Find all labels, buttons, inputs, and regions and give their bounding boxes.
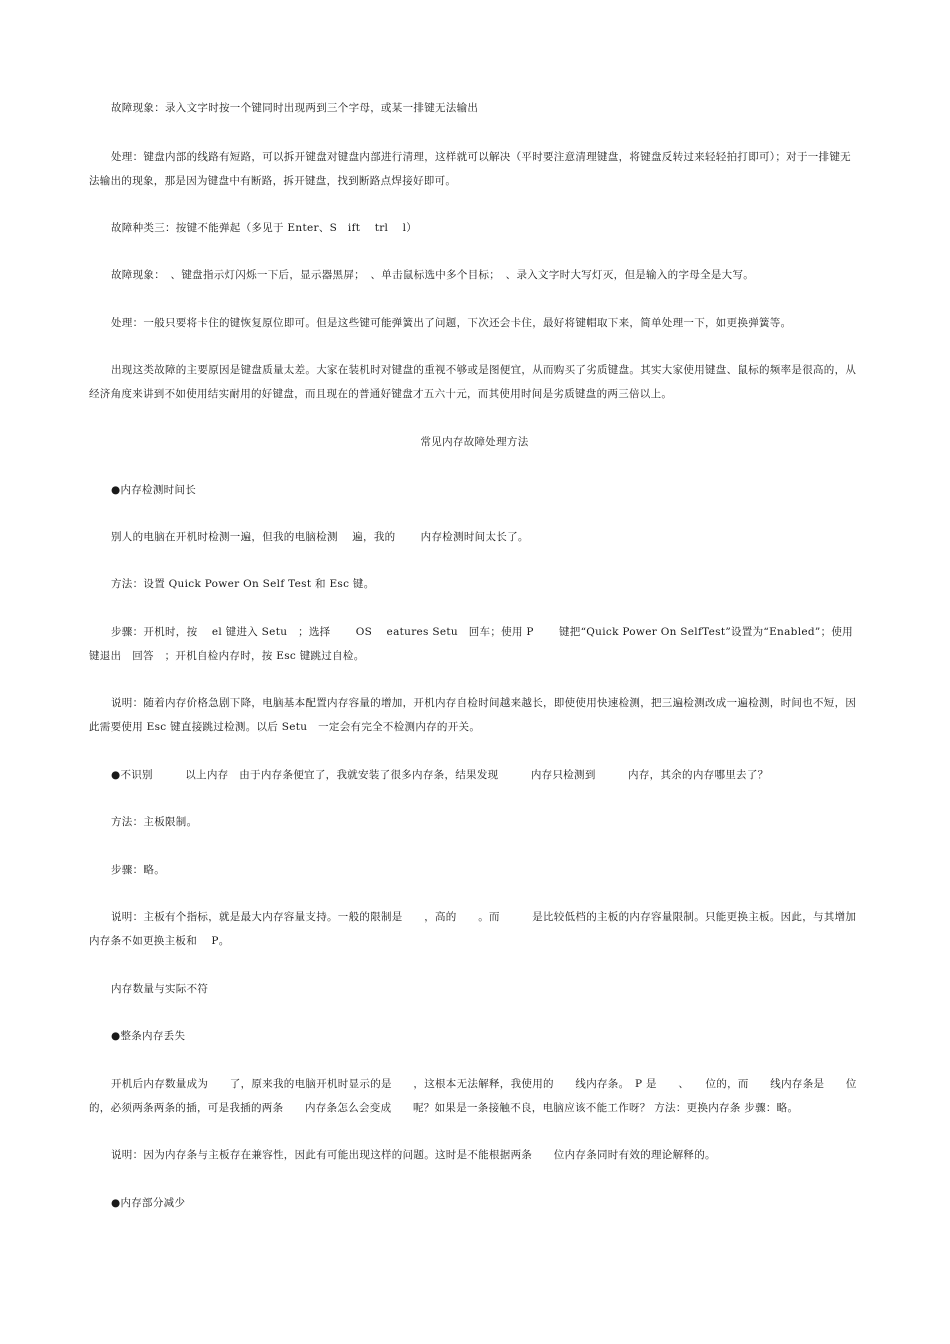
paragraph-steps-2: 步骤：略。 [111,864,165,876]
paragraph-memory-check-desc: 别人的电脑在开机时检测一遍，但我的电脑检测 遍，我的 内存检测时间太长了。 [111,531,529,543]
section-title-memory: 常见内存故障处理方法 [420,436,529,448]
heading-memory-mismatch: 内存数量与实际不符 [111,983,209,995]
paragraph-note-2: 说明：主板有个指标，就是最大内存容量支持。一般的限制是 ，高的 。而 是比较低档的主板的内存容量限制。只能更换主板。因此，与其增加内存条不如更换主板和 P。 [89,911,857,947]
paragraph-note-3: 说明：因为内存条与主板存在兼容性，因此有可能出现这样的问题。这时是不能根据两条 位内存条同时有效的理论解释的。 [111,1149,716,1161]
paragraph-note-1: 说明：随着内存价格急剧下降，电脑基本配置内存容量的增加，开机内存自检时间越来越长，即使使用快速检测，把三遍检测改成一遍检测，时间也不短，因此需要使用 Esc 键直接跳过检测。以后 Setu 一定会有完全不检测内存的开关。 [89,697,857,733]
paragraph-stick-lost-desc: 开机后内存数量成为 了，原来我的电脑开机时显示的是 ，这根本无法解释，我使用的 线内存条。 P 是 、 位的，而 线内存条是 位的，必须两条两条的插，可是我插的两条 内存条怎么会变成 呢？如果是一条接触不良，电脑应该不能工作呀？ 方法：更换内存条 步骤：略。 [89,1078,857,1114]
paragraph-method-1: 方法：设置 Quick Power On Self Test 和 Esc 键。 [111,578,375,590]
paragraph-method-2: 方法：主板限制。 [111,816,198,828]
bullet-memory-not-recognized: ●不识别 以上内存 由于内存条便宜了，我就安装了很多内存条，结果发现 内存只检测到 内存，其余的内存哪里去了？ [111,769,769,781]
paragraph-fault-symptom-1: 故障现象：录入文字时按一个键同时出现两到三个字母，或某一排键无法输出 [111,102,479,114]
paragraph-handling-2: 处理：一般只要将卡住的键恢复原位即可。但是这些键可能弹簧出了问题，下次还会卡住，最好将键帽取下来，简单处理一下，如更换弹簧等。 [111,317,792,329]
paragraph-steps-1: 步骤：开机时，按 el 键进入 Setu ；选择 OS eatures Setu 回车；使用 P 键把“Quick Power On SelfTest”设置为“Enabled”；使用 键退出 回答 ；开机自检内存时，按 Esc 键跳过自检。 [89,626,875,662]
bullet-whole-stick-lost: ●整条内存丢失 [111,1030,186,1042]
paragraph-handling-1: 处理：键盘内部的线路有短路，可以拆开键盘对键盘内部进行清理，这样就可以解决（平时要注意清理键盘，将键盘反转过来轻轻拍打即可）；对于一排键无法输出的现象，那是因为键盘中有断路，拆开键盘，找到断路点焊接好即可。 [89,151,851,187]
paragraph-fault-type-3: 故障种类三：按键不能弹起（多见于 Enter、S ift trl l） [111,222,418,234]
paragraph-cause: 出现这类故障的主要原因是键盘质量太差。大家在装机时对键盘的重视不够或是图便宜，从而购买了劣质键盘。其实大家使用键盘、鼠标的频率是很高的，从经济角度来讲到不如使用结实耐用的好键盘，而且现在的普通好键盘才五六十元，而其使用时间是劣质键盘的两三倍以上。 [89,364,857,400]
bullet-memory-check-slow: ●内存检测时间长 [111,484,197,496]
bullet-memory-partial-loss: ●内存部分减少 [111,1197,186,1209]
paragraph-fault-symptom-2: 故障现象： 、键盘指示灯闪烁一下后，显示器黑屏； 、单击鼠标选中多个目标； 、录入文字时大写灯灭，但是输入的字母全是大写。 [111,269,755,281]
